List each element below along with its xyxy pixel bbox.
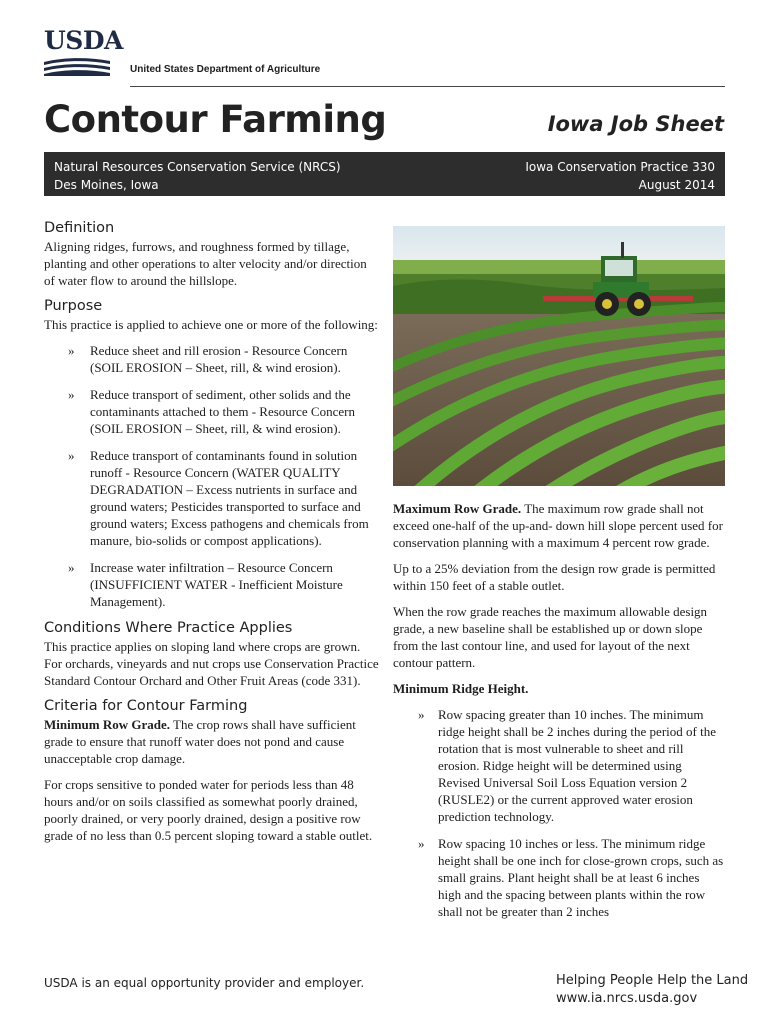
purpose-intro: This practice is applied to achieve one or more of the following:	[44, 317, 378, 332]
info-banner	[44, 152, 725, 196]
list-item	[44, 342, 379, 376]
ridge-item-text: Row spacing 10 inches or less. The minimum ridge height shall be one inch for close-grown crops, such as small grains. Plant height shall be at least 6 inches high and the spacing between plants within the row shall not be greater than 2 inches	[438, 836, 724, 919]
website-link[interactable]: www.ia.nrcs.usda.gov	[556, 991, 698, 1006]
tagline-text: Helping People Help the Land	[556, 973, 749, 988]
purpose-item-text: Reduce transport of contaminants found in solution runoff - Resource Concern (WATER QUALITY DEGRADATION – Excess nutrients in surface and ground waters; Pesticides transported to surface and ground waters; Excess pathogens and chemicals from manure, bio-solids or compost applications).	[90, 448, 369, 548]
conditions-heading: Conditions Where Practice Applies	[44, 620, 293, 636]
criteria-section	[44, 698, 379, 844]
sensitive-crops-paragraph: For crops sensitive to ponded water for periods less than 48 hours and/or on soils classified as somewhat poorly drained, poorly drained, or very poorly drained, design a positive row grade of no less than 0.5 percent sloping toward a stable outlet.	[44, 777, 373, 843]
criteria-heading: Criteria for Contour Farming	[44, 698, 248, 714]
bullet-mark: »	[418, 836, 425, 851]
purpose-item-text: Reduce sheet and rill erosion - Resource Concern (SOIL EROSION – Sheet, rill, & wind erosion).	[90, 343, 348, 375]
page-subtitle: Iowa Job Sheet	[547, 112, 724, 136]
usda-logo	[44, 26, 123, 76]
min-row-grade-label: Minimum Row Grade.	[44, 717, 171, 732]
publication-date: August 2014	[638, 178, 715, 192]
bullet-mark: »	[68, 560, 75, 575]
min-row-grade-text: The crop rows shall have sufficient grade to ensure that runoff water does not pond and cause unacceptable crop damage.	[44, 717, 356, 766]
definition-text: Aligning ridges, furrows, and roughness formed by tillage, planting and other operations to alter velocity and/or direction of water flow to around the hillslope.	[44, 239, 367, 288]
definition-section	[44, 220, 379, 289]
bullet-mark: »	[418, 707, 425, 722]
usda-logo-text: USDA	[44, 26, 123, 55]
usda-logo-bars-icon	[44, 58, 110, 76]
list-item	[393, 706, 725, 825]
purpose-item-text: Reduce transport of sediment, other solids and the contaminants attached to them - Resource Concern (SOIL EROSION – Sheet, rill, & wind erosion).	[90, 387, 355, 436]
contour-field-photo	[393, 226, 725, 486]
list-item	[44, 386, 379, 437]
max-row-grade-paragraph	[393, 500, 725, 551]
purpose-heading: Purpose	[44, 298, 103, 314]
agency-location: Des Moines, Iowa	[54, 178, 159, 192]
purpose-section	[44, 298, 379, 610]
max-row-grade-label: Maximum Row Grade.	[393, 501, 522, 516]
bullet-mark: »	[68, 387, 75, 402]
purpose-list	[44, 342, 379, 610]
conditions-text: This practice applies on sloping land where crops are grown. For orchards, vineyards and nut crops use Conservation Practice Standard Contour Orchard and Other Fruit Areas (code 331).	[44, 639, 379, 688]
list-item	[44, 447, 379, 549]
left-column	[44, 220, 379, 853]
footer-tagline	[556, 972, 748, 1008]
header-divider	[130, 86, 725, 87]
deviation-paragraph: Up to a 25% deviation from the design row grade is permitted within 150 feet of a stable outlet.	[393, 561, 716, 593]
list-item	[44, 559, 379, 610]
bullet-mark: »	[68, 448, 75, 463]
practice-code: Iowa Conservation Practice 330	[525, 160, 715, 174]
right-column	[393, 500, 725, 930]
list-item	[393, 835, 725, 920]
max-row-grade-text: The maximum row grade shall not exceed one-half of the up-and- down hill slope percent used for conservation planning with a maximum 4 percent row grade.	[393, 501, 723, 550]
baseline-paragraph: When the row grade reaches the maximum allowable design grade, a new baseline shall be established up or down slope from the last contour line, and used for layout of the next contour pattern.	[393, 604, 708, 670]
tractor-field-image-icon	[393, 226, 725, 486]
purpose-item-text: Increase water infiltration – Resource Concern (INSUFFICIENT WATER - Inefficient Moisture Management).	[90, 560, 343, 609]
agency-name: Natural Resources Conservation Service (NRCS)	[54, 160, 341, 174]
ridge-height-list	[393, 706, 725, 920]
ridge-height-label: Minimum Ridge Height.	[393, 681, 529, 696]
min-row-grade-paragraph	[44, 716, 379, 767]
equal-opportunity-statement: USDA is an equal opportunity provider and employer.	[44, 976, 365, 990]
definition-heading: Definition	[44, 220, 115, 236]
department-name: United States Department of Agriculture	[130, 64, 321, 75]
ridge-height-heading	[393, 680, 725, 697]
ridge-item-text: Row spacing greater than 10 inches. The minimum ridge height shall be 2 inches during the period of the rotation that is most vulnerable to sheet and rill erosion. Ridge height will be determined using Revised Universal Soil Loss Equation version 2 (RUSLE2) or the current approved water erosion prediction technology.	[438, 707, 716, 824]
bullet-mark: »	[68, 343, 75, 358]
conditions-section	[44, 620, 379, 689]
page-title: Contour Farming	[44, 98, 387, 141]
